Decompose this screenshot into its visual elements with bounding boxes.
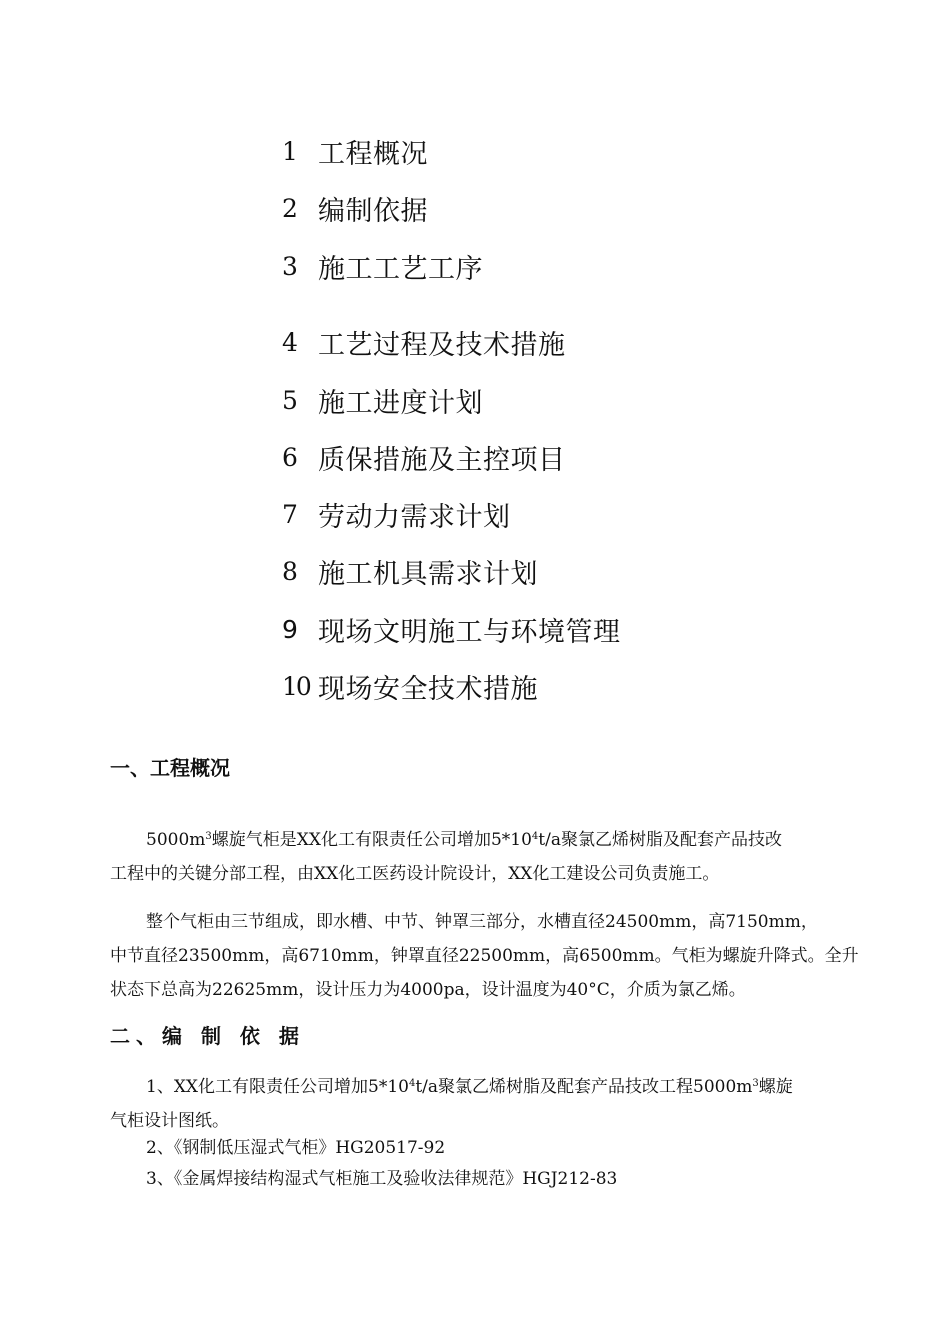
toc-item-label: 质保措施及主控项目 — [318, 444, 566, 476]
paragraph-line: 工程中的关键分部工程，由XX化工医药设计院设计，XX化工建设公司负责施工。 — [110, 864, 720, 884]
overview-paragraph-2 — [110, 905, 858, 1007]
toc-item-number: 4 — [282, 327, 298, 357]
superscript: 3 — [752, 1078, 759, 1089]
superscript: 4 — [531, 831, 539, 842]
toc-item — [282, 246, 483, 286]
toc-item-number: 1 — [282, 136, 298, 166]
paragraph-line: 状态下总高为22625mm，设计压力为4000pa，设计温度为40°C，介质为氯乙烯。 — [110, 980, 746, 1000]
text-segment: t/a聚氯乙烯树脂及配套产品技改 — [538, 830, 782, 850]
toc-item-label: 施工进度计划 — [318, 387, 483, 419]
section-heading: 一、工程概况 — [110, 756, 230, 780]
toc-item-number: 10 — [282, 671, 310, 701]
text-segment: 1、XX化工有限责任公司增加5*10 — [146, 1077, 409, 1097]
paragraph-line: 气柜设计图纸。 — [110, 1111, 229, 1131]
toc-item — [282, 494, 511, 534]
paragraph-line: 2、《钢制低压湿式气柜》HG20517-92 — [146, 1138, 446, 1158]
toc-item-number: 3 — [282, 251, 298, 281]
text-segment: t/a聚氯乙烯树脂及配套产品技改工程5000m — [415, 1077, 753, 1097]
paragraph-line — [110, 1067, 858, 1104]
basis-item-1 — [110, 1067, 858, 1138]
toc-item-label: 现场文明施工与环境管理 — [318, 616, 621, 648]
toc-item-label: 工程概况 — [318, 138, 428, 170]
toc-item-label: 施工机具需求计划 — [318, 558, 538, 590]
basis-item-2 — [110, 1131, 858, 1165]
paragraph-line: 整个气柜由三节组成，即水槽、中节、钟罩三部分，水槽直径24500mm，高7150mm， — [146, 912, 818, 932]
overview-paragraph-1 — [110, 820, 858, 891]
toc-item-number: 7 — [282, 499, 298, 529]
superscript: 3 — [205, 831, 212, 842]
toc-item-number: 6 — [282, 442, 298, 472]
toc-item — [282, 188, 428, 228]
toc-item-number: 5 — [282, 385, 298, 415]
text-segment: 螺旋气柜是XX化工有限责任公司增加5*10 — [211, 830, 532, 850]
paragraph-line: 中节直径23500mm，高6710mm，钟罩直径22500mm，高6500mm。气柜为螺旋升降式。全升 — [110, 946, 859, 966]
toc-item-label: 编制依据 — [318, 195, 428, 227]
text-segment: 5000m — [146, 830, 206, 850]
toc-item — [282, 131, 428, 171]
basis-item-3 — [110, 1162, 858, 1196]
toc-item — [282, 322, 566, 362]
paragraph-line: 3、《金属焊接结构湿式气柜施工及验收法律规范》HGJ212-83 — [146, 1169, 618, 1189]
toc-item-number: 8 — [282, 556, 298, 586]
toc-item — [282, 551, 538, 591]
toc-item-label: 现场安全技术措施 — [318, 673, 538, 705]
toc-item-number: 2 — [282, 193, 298, 223]
toc-item — [282, 437, 566, 477]
paragraph-line — [110, 820, 858, 857]
toc-item-number: 9 — [282, 614, 298, 644]
toc-item — [282, 380, 483, 420]
text-segment: 螺旋 — [758, 1077, 793, 1097]
toc-item-label: 施工工艺工序 — [318, 253, 483, 285]
superscript: 4 — [408, 1078, 416, 1089]
toc-item — [282, 609, 621, 649]
section-heading: 二、编 制 依 据 — [110, 1024, 305, 1048]
toc-item-label: 劳动力需求计划 — [318, 501, 511, 533]
toc-item — [282, 666, 538, 706]
toc-item-label: 工艺过程及技术措施 — [318, 329, 566, 361]
